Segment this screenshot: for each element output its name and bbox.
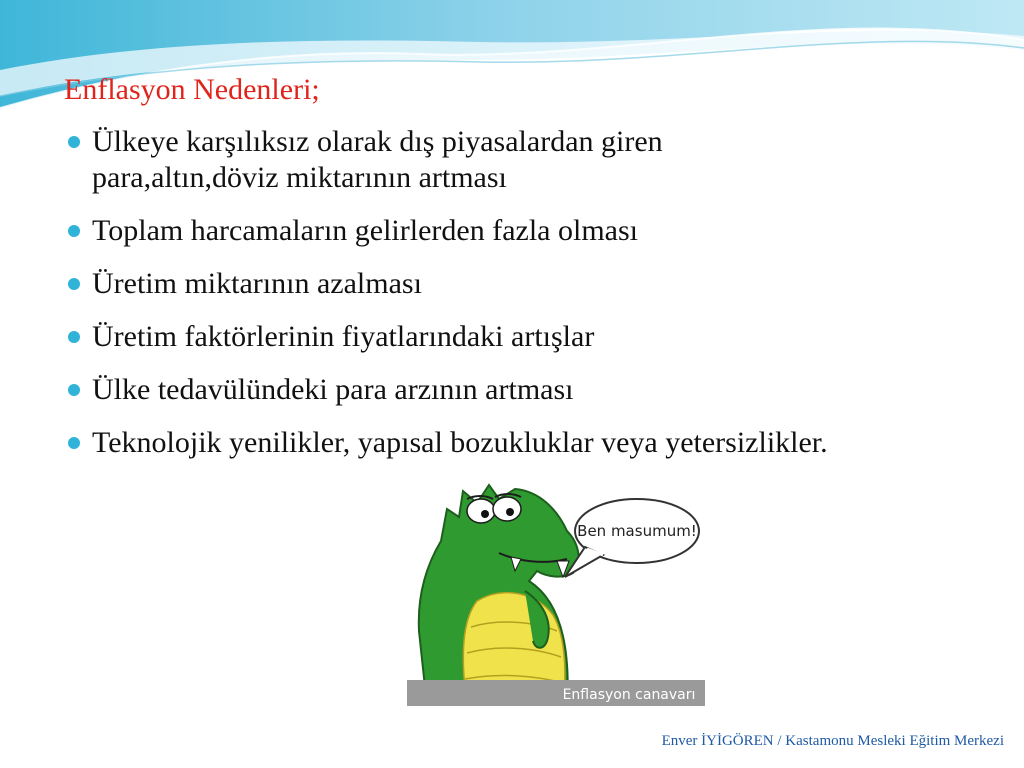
bullet-item xyxy=(64,319,854,355)
bullet-item xyxy=(64,425,854,461)
bullet-dot-icon xyxy=(68,225,80,237)
bullet-list xyxy=(64,124,854,478)
bullet-dot-icon xyxy=(68,384,80,396)
bullet-text: Teknolojik yenilikler, yapısal bozukluklar veya yetersizlikler. xyxy=(92,426,828,459)
bullet-item xyxy=(64,372,854,408)
bullet-item xyxy=(64,266,854,302)
bullet-text: Üretim faktörlerinin fiyatlarındaki artışlar xyxy=(92,320,595,353)
bullet-item xyxy=(64,124,854,196)
bullet-dot-icon xyxy=(68,331,80,343)
slide-title: Enflasyon Nedenleri; xyxy=(64,73,320,106)
inflation-monster-illustration xyxy=(407,481,705,706)
bullet-text: Üretim miktarının azalması xyxy=(92,267,422,300)
bullet-item xyxy=(64,213,854,249)
illustration-caption: Enflasyon canavarı xyxy=(562,687,696,703)
bullet-dot-icon xyxy=(68,136,80,148)
bullet-text: Toplam harcamaların gelirlerden fazla olması xyxy=(92,214,638,247)
bullet-text: Ülke tedavülündeki para arzının artması xyxy=(92,373,574,406)
speech-bubble-text: Ben masumum! xyxy=(577,522,697,540)
footer-credit: Enver İYİGÖREN / Kastamonu Mesleki Eğitim Merkezi xyxy=(661,733,1004,749)
bullet-text: Ülkeye karşılıksız olarak dış piyasalardan giren para,altın,döviz miktarının artması xyxy=(92,125,663,194)
bullet-dot-icon xyxy=(68,437,80,449)
bullet-dot-icon xyxy=(68,278,80,290)
